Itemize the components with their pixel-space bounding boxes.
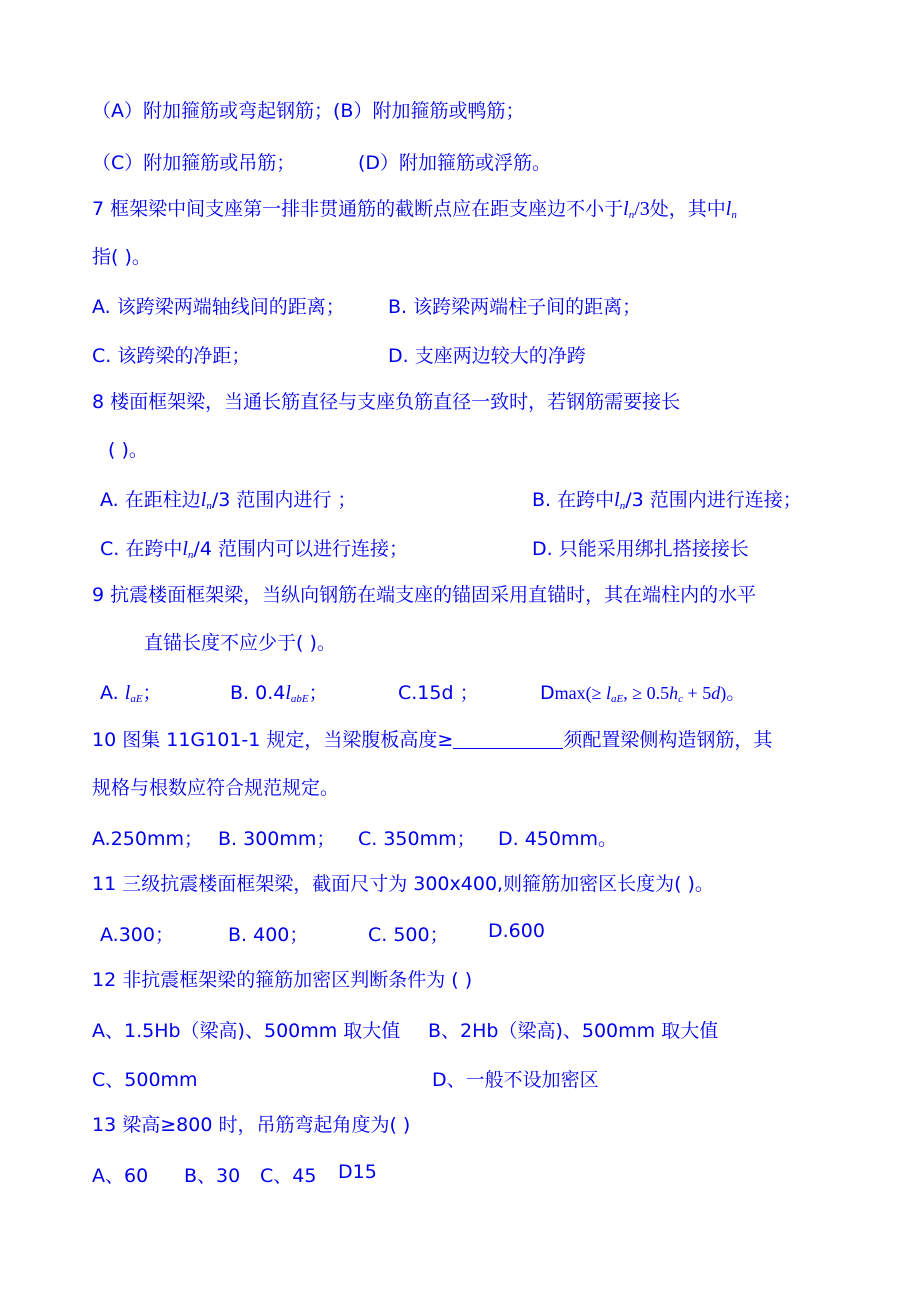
q13-stem: 13 梁高≥800 时，吊筋弯起角度为( ) — [92, 1114, 411, 1136]
q12-option-d: D、一般不设加密区 — [432, 1069, 599, 1091]
q9-option-a: A. $l_{aE}$； — [100, 682, 162, 705]
q11-option-c: C. 500； — [368, 924, 449, 946]
q7-stem-part1: 7 框架梁中间支座第一排非贯通筋的截断点应在距支座边不小于 — [92, 198, 624, 220]
q9-stem-line1: 9 抗震楼面框架梁，当纵向钢筋在端支座的锚固采用直锚时，其在端柱内的水平 — [92, 584, 757, 606]
q12-stem: 12 非抗震框架梁的箍筋加密区判断条件为 ( ) — [92, 969, 473, 991]
q12-option-b: B、2Hb（梁高)、500mm 取大值 — [428, 1020, 719, 1042]
q10-stem-line1: 10 图集 11G101-1 规定，当梁腹板高度≥ 须配置梁侧构造钢筋，其 — [92, 729, 773, 751]
q11-option-d: D.600 — [488, 920, 545, 942]
q10-option-a: A.250mm； — [92, 828, 203, 850]
q10-option-c: C. 350mm； — [358, 828, 476, 850]
q9-stem-line2: 直锚长度不应少于( )。 — [144, 632, 336, 654]
q9-option-d: $Dmax(\ge l_{aE}$, ≥ $0.5h_c + 5d$)。 — [540, 682, 746, 705]
q10-stem-line2: 规格与根数应符合规范规定。 — [92, 777, 340, 799]
q7-option-b: B. 该跨梁两端柱子间的距离； — [388, 296, 642, 318]
q10-option-d: D. 450mm。 — [498, 828, 617, 850]
q7-option-d: D. 支座两边较大的净跨 — [388, 345, 586, 367]
q11-option-a: A.300； — [100, 924, 174, 946]
q7-stem-line1 — [92, 196, 737, 228]
q7-stem-line2: 指( )。 — [92, 246, 151, 268]
q6-option-ab: （A）附加箍筋或弯起钢筋；(B）附加箍筋或鸭筋； — [92, 100, 525, 122]
q9-option-b: B. $0.4l_{abE}$； — [230, 682, 328, 705]
q8-option-c: C. 在跨中$l_n/4$ 范围内可以进行连接； — [100, 538, 408, 561]
q7-stem-part2: 处，其中 — [649, 198, 726, 220]
q13-option-d: D15 — [338, 1161, 377, 1183]
q12-option-c: C、500mm — [92, 1069, 198, 1091]
q7-option-c: C. 该跨梁的净距； — [92, 345, 251, 367]
q11-option-b: B. 400； — [228, 924, 309, 946]
q13-option-a: A、60 — [92, 1165, 149, 1187]
q6-option-c: （C）附加箍筋或吊筋； — [92, 152, 296, 174]
q10-answer-blank — [453, 728, 563, 749]
q9-option-c: C.15d ； — [398, 682, 479, 704]
q8-option-b: B. 在跨中$l_n/3$ 范围内进行连接； — [532, 489, 802, 512]
q7-option-a: A. 该跨梁两端轴线间的距离； — [92, 296, 345, 318]
q6-option-d: (D）附加箍筋或浮筋。 — [358, 152, 552, 174]
q11-stem: 11 三级抗震楼面框架梁，截面尺寸为 300x400,则箍筋加密区长度为( )。 — [92, 873, 714, 895]
q7-math-ln: $l_n$ — [725, 198, 737, 221]
q8-stem-line2: ( )。 — [108, 439, 148, 461]
q8-option-a: A. 在距柱边$l_n/3$ 范围内进行 ； — [100, 489, 357, 512]
q13-option-b: B、30 — [184, 1165, 241, 1187]
q8-option-d: D. 只能采用绑扎搭接接长 — [532, 538, 749, 560]
q7-math-ln3: $l_n/3$ — [623, 198, 650, 221]
q8-stem-line1: 8 楼面框架梁，当通长筋直径与支座负筋直径一致时，若钢筋需要接长 — [92, 391, 681, 413]
q12-option-a: A、1.5Hb（梁高)、500mm 取大值 — [92, 1020, 401, 1042]
q10-option-b: B. 300mm； — [218, 828, 336, 850]
q13-option-c: C、45 — [260, 1165, 317, 1187]
